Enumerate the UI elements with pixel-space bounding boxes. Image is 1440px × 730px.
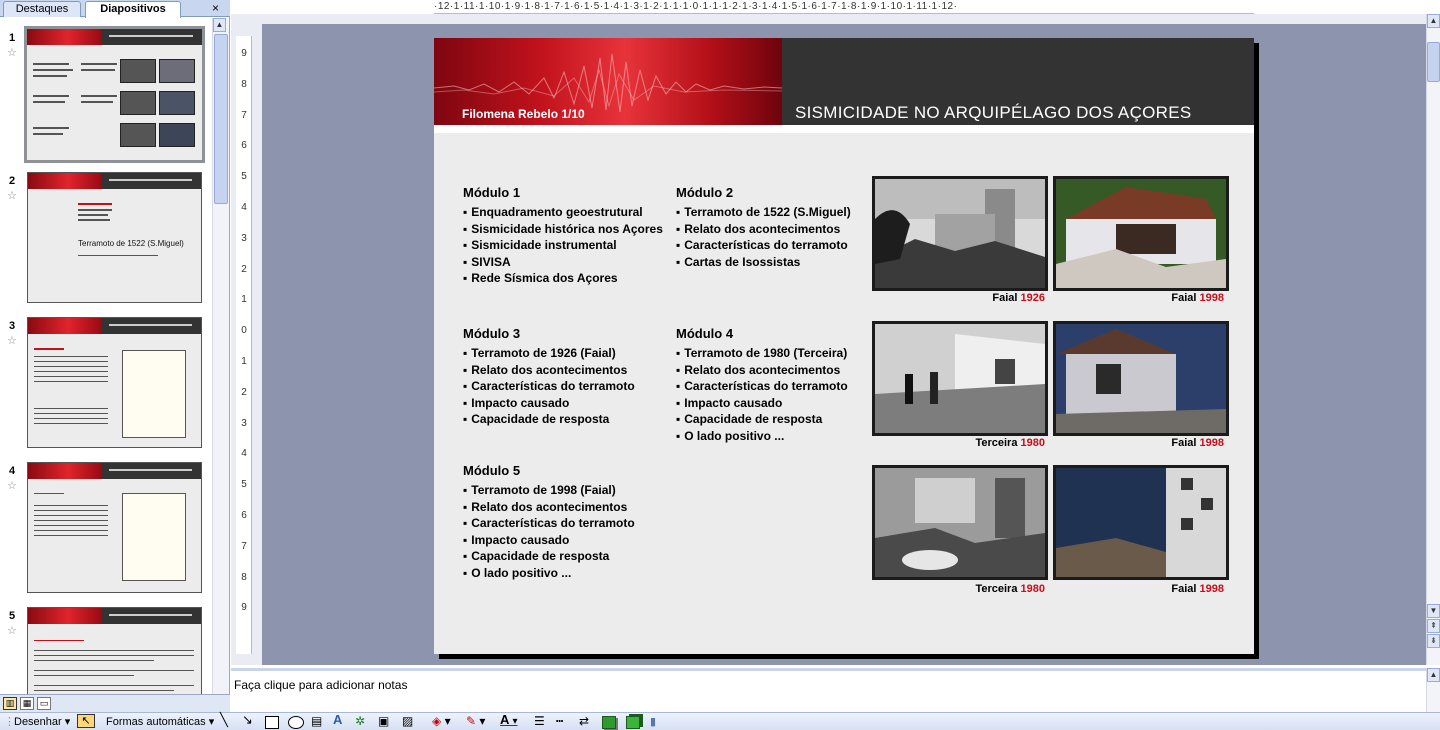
module-1: [463, 185, 663, 287]
photo-faial-1926[interactable]: [872, 176, 1048, 291]
damaged-house-photo-icon: [1056, 324, 1226, 433]
module-item: ▪ Capacidade de resposta: [463, 548, 635, 565]
street-rubble-photo-icon: [875, 324, 1045, 433]
module-item: ▪ Capacidade de resposta: [676, 411, 848, 428]
module-4: [676, 326, 848, 445]
autoshapes-menu-button[interactable]: Formas automáticas ▾: [106, 716, 215, 728]
module-item: ▪ SIVISA: [463, 254, 663, 271]
caption-faial-1998-c: Faial 1998: [1171, 583, 1224, 595]
wordart-icon[interactable]: A: [333, 712, 343, 727]
insert-picture-icon[interactable]: ▨: [402, 714, 414, 728]
module-list: [676, 204, 851, 270]
notes-scrollbar[interactable]: [1426, 668, 1440, 712]
seismogram-banner: [434, 38, 782, 125]
slide-scrollbar[interactable]: [1426, 14, 1440, 665]
module-title: Módulo 4: [676, 326, 734, 341]
module-list: [463, 482, 635, 582]
transition-star-icon: ☆: [7, 625, 17, 637]
notes-pane[interactable]: [231, 668, 1426, 712]
text-box-icon[interactable]: ▤: [311, 714, 323, 728]
module-item: ▪ Enquadramento geoestrutural: [463, 204, 663, 221]
module-title: Módulo 3: [463, 326, 521, 341]
slide-preview: [24, 26, 205, 163]
arrow-tool-icon[interactable]: ↘: [242, 712, 253, 727]
slide-number: 2: [9, 175, 16, 187]
slide-author: Filomena Rebelo 1/10: [462, 107, 585, 121]
photo-faial-1998-b[interactable]: [1053, 321, 1229, 436]
line-tool-icon[interactable]: ╲: [220, 712, 228, 727]
slide-sorter-view-icon[interactable]: ▦: [20, 697, 34, 710]
module-item: ▪ Relato dos acontecimentos: [676, 221, 851, 238]
ruler-label: 4: [241, 202, 247, 213]
module-item: ▪ Características do terramoto: [463, 378, 635, 395]
ruler-label: 2: [241, 263, 247, 275]
module-item: ▪ Características do terramoto: [676, 237, 851, 254]
module-item: ▪ Cartas de Isossistas: [676, 254, 851, 271]
previous-slide-icon[interactable]: ⇞: [1427, 619, 1440, 633]
transition-star-icon: ☆: [7, 480, 17, 492]
slide-show-view-icon[interactable]: ▭: [37, 697, 51, 710]
module-title: Módulo 5: [463, 463, 521, 478]
current-slide[interactable]: [434, 38, 1254, 654]
arrow-style-icon[interactable]: ⇄: [579, 714, 590, 728]
slide-thumbnail-3[interactable]: [0, 312, 212, 452]
3d-style-icon[interactable]: [626, 716, 640, 729]
slide-preview: [27, 317, 202, 448]
ruler-label: 2: [241, 386, 247, 398]
slide-number: 1: [9, 32, 16, 44]
rectangle-tool-icon[interactable]: [265, 716, 279, 729]
module-item: ▪ Características do terramoto: [463, 515, 635, 532]
transition-star-icon: ☆: [7, 335, 17, 347]
module-item: ▪ Terramoto de 1998 (Faial): [463, 482, 635, 499]
header-divider: [434, 125, 1254, 133]
diagram-icon[interactable]: ✲: [355, 714, 366, 728]
ruler-label: 9: [241, 602, 247, 614]
scrollbar-thumb[interactable]: [214, 34, 228, 204]
slide-header: [434, 38, 1254, 125]
module-item: ▪ Relato dos acontecimentos: [463, 499, 635, 516]
module-title: Módulo 1: [463, 185, 521, 200]
ruler-label: 9: [241, 48, 247, 59]
module-item: ▪ Sismicidade histórica nos Açores: [463, 221, 663, 238]
ruler-label: 3: [241, 232, 247, 244]
scroll-down-icon[interactable]: ▼: [1427, 604, 1440, 618]
module-list: [463, 204, 663, 287]
photo-terceira-1980-a[interactable]: [872, 321, 1048, 436]
caption-terceira-1980-a: Terceira 1980: [975, 437, 1045, 449]
scroll-up-icon[interactable]: ▲: [1427, 668, 1440, 682]
ruler-label: 1: [241, 356, 247, 367]
slide-preview: [27, 172, 202, 303]
module-list: [676, 345, 848, 445]
view-buttons: [0, 694, 230, 712]
scroll-up-icon[interactable]: ▲: [1427, 14, 1440, 28]
module-item: ▪ Rede Sísmica dos Açores: [463, 270, 663, 287]
ruined-church-photo-icon: [875, 179, 1045, 288]
slides-panel: [0, 0, 230, 712]
tab-destaques[interactable]: Destaques: [3, 1, 81, 17]
ruler-label: 6: [241, 510, 247, 521]
panel-tabs: [0, 0, 230, 17]
clip-art-icon[interactable]: ▣: [378, 714, 390, 728]
module-item: ▪ Sismicidade instrumental: [463, 237, 663, 254]
module-item: ▪ O lado positivo ...: [676, 428, 848, 445]
slide-thumbnail-5[interactable]: [0, 602, 212, 694]
horizontal-ruler[interactable]: ·12·1·11·1·10·1·9·1·8·1·7·1·6·1·5·1·4·1·3·1·2·1·1·1·0·1·1·1·2·1·3·1·4·1·5·1·6·1·7·1·8·1·9·1·10·1·11·1·12·: [434, 0, 1254, 14]
ruler-label: 0: [241, 325, 247, 337]
interior-ruins-photo-icon: [875, 468, 1045, 577]
caption-terceira-1980-b: Terceira 1980: [975, 583, 1045, 595]
line-color-icon[interactable]: ✎ ▾: [466, 714, 486, 728]
slide-number: 5: [9, 610, 16, 622]
module-item: ▪ Relato dos acontecimentos: [463, 362, 635, 379]
slide-number: 3: [9, 320, 16, 332]
scroll-up-icon[interactable]: ▲: [213, 18, 226, 32]
module-title: Módulo 2: [676, 185, 734, 200]
ruler-label: 3: [241, 417, 247, 429]
oval-tool-icon[interactable]: [288, 716, 304, 729]
module-item: ▪ Relato dos acontecimentos: [676, 362, 848, 379]
slide-number: 4: [9, 465, 16, 477]
ruler-label: 8: [241, 78, 247, 90]
scrollbar-thumb[interactable]: [1427, 42, 1440, 82]
module-2: [676, 185, 851, 270]
next-slide-icon[interactable]: ⇟: [1427, 634, 1440, 648]
module-item: ▪ Características do terramoto: [676, 378, 848, 395]
photo-faial-1998-c[interactable]: [1053, 465, 1229, 580]
dash-style-icon[interactable]: ┅: [556, 714, 564, 728]
caption-faial-1998-b: Faial 1998: [1171, 437, 1224, 449]
ruler-label: 1: [241, 294, 247, 306]
module-list: [463, 345, 635, 428]
collapsed-interior-photo-icon: [1056, 468, 1226, 577]
photo-faial-1998-a[interactable]: [1053, 176, 1229, 291]
transition-star-icon: ☆: [7, 47, 17, 59]
ruler-label: 4: [241, 448, 247, 460]
photo-terceira-1980-b[interactable]: [872, 465, 1048, 580]
ruler-label: 5: [241, 171, 247, 183]
ruler-label: 5: [241, 479, 247, 491]
caption-faial-1998-a: Faial 1998: [1171, 292, 1224, 304]
ruler-label: 8: [241, 571, 247, 583]
shadow-style-icon[interactable]: [602, 716, 616, 729]
fill-color-icon[interactable]: ◈ ▾: [432, 714, 451, 728]
collapsed-house-photo-icon: [1056, 179, 1226, 288]
normal-view-icon[interactable]: ▥: [3, 697, 17, 710]
line-style-icon[interactable]: ☰: [534, 714, 545, 728]
select-objects-icon[interactable]: ↖: [77, 714, 95, 728]
tab-diapositivos[interactable]: Diapositivos: [85, 1, 181, 18]
thumbnails-scrollbar[interactable]: [212, 18, 229, 694]
slide-preview: [27, 462, 202, 593]
slide-title: SISMICIDADE NO ARQUIPÉLAGO DOS AÇORES: [795, 103, 1192, 122]
font-color-icon[interactable]: A ▾: [500, 712, 518, 727]
slide-preview: [27, 607, 202, 694]
ruler-label: 7: [241, 540, 247, 552]
module-item: ▪ Terramoto de 1980 (Terceira): [676, 345, 848, 362]
module-item: ▪ Impacto causado: [463, 395, 635, 412]
slide-2-preview-text: Terramoto de 1522 (S.Miguel): [78, 239, 184, 248]
slide-thumbnails: [0, 18, 212, 694]
slide-thumbnail-2[interactable]: [0, 167, 212, 307]
toolbar-grip-icon[interactable]: ⋮: [4, 716, 15, 728]
module-5: [463, 463, 635, 582]
module-item: ▪ O lado positivo ...: [463, 565, 635, 582]
close-panel-icon[interactable]: ×: [212, 1, 220, 15]
module-item: ▪ Terramoto de 1522 (S.Miguel): [676, 204, 851, 221]
module-item: ▪ Impacto causado: [676, 395, 848, 412]
slide-thumbnail-4[interactable]: [0, 457, 212, 597]
module-3: [463, 326, 635, 428]
transition-star-icon: ☆: [7, 190, 17, 202]
toolbar-options-icon[interactable]: ▮: [650, 716, 657, 728]
module-item: ▪ Capacidade de resposta: [463, 411, 635, 428]
module-item: ▪ Terramoto de 1926 (Faial): [463, 345, 635, 362]
slide-thumbnail-1[interactable]: [0, 24, 212, 164]
ruler-label: 7: [241, 109, 247, 121]
draw-menu-button[interactable]: Desenhar ▾: [14, 716, 71, 728]
drawing-toolbar: [0, 712, 1440, 730]
vertical-ruler[interactable]: [236, 36, 252, 654]
ruler-label: 6: [241, 140, 247, 152]
notes-placeholder[interactable]: Faça clique para adicionar notas: [234, 678, 408, 692]
caption-faial-1926: Faial 1926: [992, 292, 1045, 304]
module-item: ▪ Impacto causado: [463, 532, 635, 549]
